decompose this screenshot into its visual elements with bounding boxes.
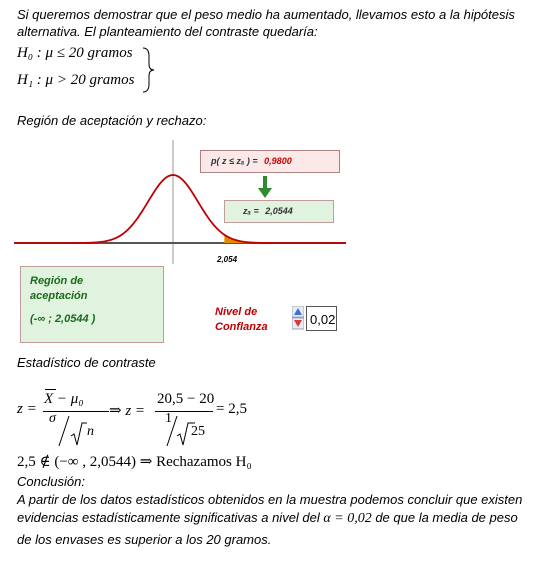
confidence-value: 0,02 [310,312,336,327]
formula-numerator-1: X − μ₀ [44,391,84,407]
conclusion-line-2 [17,510,518,527]
conclusion-title: Conclusión: [17,474,85,489]
conclusion-line-1: A partir de los datos estadísticos obtenidos en la muestra podemos concluir que existen [17,492,523,507]
region-heading: Región de aceptación y rechazo: [17,113,207,128]
formula-result: = 2,5 [216,401,247,417]
test-statistic-formula [17,387,347,447]
confidence-label [215,305,268,335]
acceptance-title-line-1: Región de [30,275,84,287]
intro-line-1: Si queremos demostrar que el peso medio ha aumentado, llevamos esto a la hipótesis [17,7,515,22]
confidence-value-field[interactable] [306,306,337,331]
formula-arrow-1: ⇒ z = [109,403,146,419]
slash-and-root-1 [57,412,87,448]
hypotheses-brace [141,46,155,94]
za-label: zₐ = [243,206,259,216]
formula-sqrt-n: n [87,424,94,439]
formula-z-lhs: z = [17,401,37,417]
conclusion-line-3: de los envases es superior a los 20 gramos. [17,532,272,547]
acceptance-interval: (-∞ ; 2,0544 ) [30,313,96,325]
down-arrow-icon [257,176,273,200]
acceptance-region-box [20,266,164,343]
intro-line-2: alternativa. El planteamiento del contraste quedaría: [17,24,318,39]
probability-value: 0,9800 [264,156,292,166]
confidence-label-line-1: Nivel de [215,306,258,318]
spin-up-icon[interactable] [292,306,304,317]
critical-value-tick-label: 2,054 [217,255,238,264]
formula-sqrt-25: 25 [191,424,205,439]
confidence-spinner[interactable] [292,306,304,330]
conclusion-line-2b: de que la media de peso [375,510,518,525]
confidence-label-line-2: Conflanza [215,321,268,333]
probability-box [200,150,340,173]
za-box [224,200,334,223]
hypothesis-h1: H₁ : μ > 20 gramos [17,72,135,88]
probability-label: p( z ≤ zₐ ) = [211,156,258,166]
spin-down-icon[interactable] [292,318,304,329]
conclusion-line-2a: evidencias estadísticamente significativas a nivel del [17,510,320,525]
formula-numerator-2: 20,5 − 20 [157,391,215,407]
intro-text [17,7,542,39]
formula-sigma: σ [49,411,56,426]
formula-one: 1 [165,411,172,426]
statistic-heading: Estadístico de contraste [17,355,156,370]
za-value: 2,0544 [265,206,293,216]
decision-text: 2,5 ∉ (−∞ , 2,0544) ⇒ Rechazamos H₀ [17,454,252,470]
xbar-overline [45,389,56,390]
alpha-value: α = 0,02 [323,511,372,526]
hypothesis-h0: H₀ : μ ≤ 20 gramos [17,45,133,61]
acceptance-title-line-2: aceptación [30,290,88,302]
